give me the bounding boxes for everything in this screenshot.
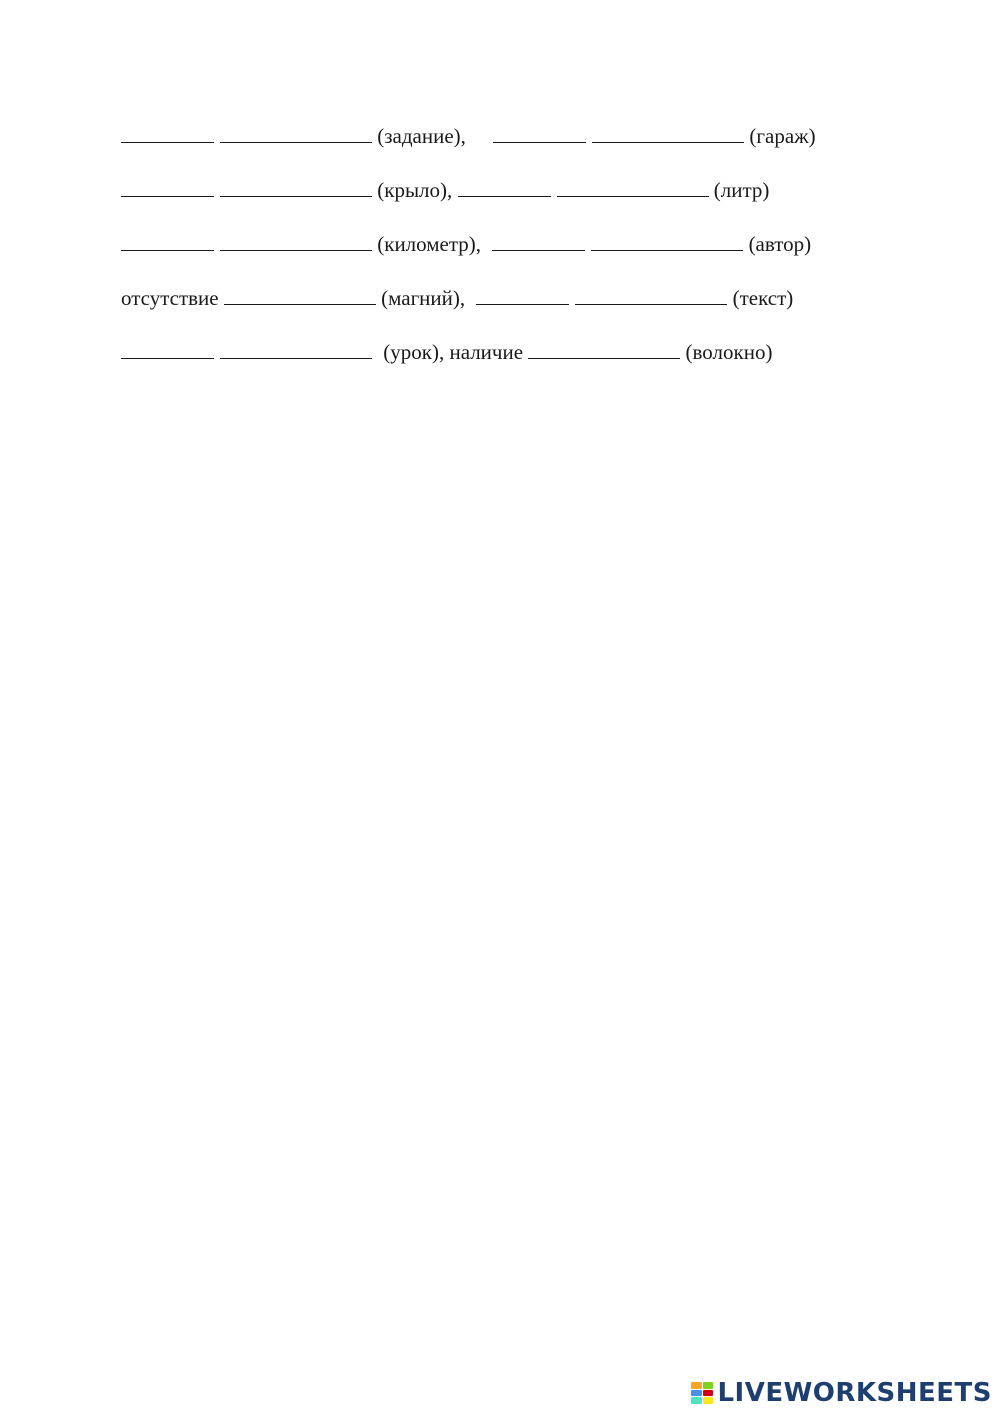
hint-word: (задание), xyxy=(377,124,466,148)
logo-text: LIVEWORKSHEETS xyxy=(717,1378,992,1408)
answer-blank[interactable] xyxy=(492,226,585,251)
liveworksheets-logo-icon xyxy=(691,1382,713,1404)
answer-blank[interactable] xyxy=(476,280,569,305)
answer-blank[interactable] xyxy=(121,334,214,359)
answer-blank[interactable] xyxy=(121,118,214,143)
worksheet-line-2 xyxy=(121,172,881,226)
lead-word: наличие xyxy=(449,340,524,364)
answer-blank[interactable] xyxy=(557,172,709,197)
hint-word: (магний), xyxy=(381,286,466,310)
answer-blank[interactable] xyxy=(224,280,376,305)
answer-blank[interactable] xyxy=(220,172,372,197)
answer-blank[interactable] xyxy=(528,334,680,359)
answer-blank[interactable] xyxy=(458,172,551,197)
answer-blank[interactable] xyxy=(591,226,743,251)
hint-word: (автор) xyxy=(748,232,812,256)
answer-blank[interactable] xyxy=(121,172,214,197)
answer-blank[interactable] xyxy=(220,118,372,143)
answer-blank[interactable] xyxy=(575,280,727,305)
liveworksheets-logo xyxy=(691,1378,992,1408)
worksheet xyxy=(121,118,881,388)
hint-word: (литр) xyxy=(713,178,770,202)
hint-word: (крыло), xyxy=(377,178,453,202)
answer-blank[interactable] xyxy=(220,334,372,359)
answer-blank[interactable] xyxy=(493,118,586,143)
hint-word: (урок), xyxy=(383,340,445,364)
lead-word: отсутствие xyxy=(121,286,219,310)
worksheet-line-1 xyxy=(121,118,881,172)
hint-word: (километр), xyxy=(377,232,482,256)
worksheet-line-3 xyxy=(121,226,881,280)
worksheet-line-5 xyxy=(121,334,881,388)
answer-blank[interactable] xyxy=(592,118,744,143)
answer-blank[interactable] xyxy=(220,226,372,251)
hint-word: (гараж) xyxy=(749,124,816,148)
hint-word: (волокно) xyxy=(685,340,773,364)
worksheet-line-4 xyxy=(121,280,881,334)
hint-word: (текст) xyxy=(732,286,794,310)
answer-blank[interactable] xyxy=(121,226,214,251)
